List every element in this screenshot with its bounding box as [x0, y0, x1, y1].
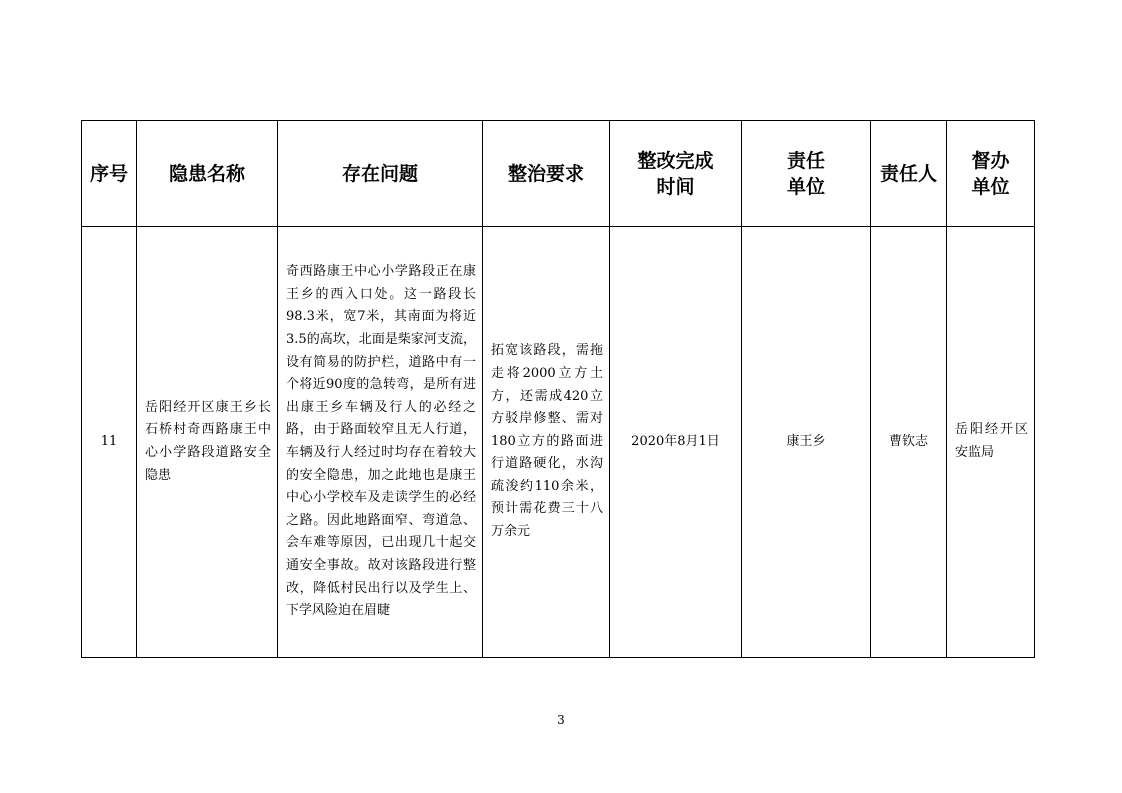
cell-problems: 奇西路康王中心小学路段正在康王乡的西入口处。这一路段长98.3米，宽7米，其南面为将近3.5的高坎，北面是柴家河支流，设有简易的防护栏，道路中有一个将近90度的急转弯，是所有进出康王乡车辆及行人的必经之路，由于路面较窄且无人行道，车辆及行人经过时均存在着较大的安全隐患，加之此地也是康王中心小学校车及走读学生的必经之路。因此地路面窄、弯道急、会车难等原因，已出现几十起交通安全事故。故对该路段进行整改，降低村民出行以及学生上、下学风险迫在眉睫 — [278, 227, 483, 658]
table-header — [82, 121, 1035, 227]
header-hazard-name-label: 隐患名称 — [168, 162, 245, 185]
page-number: 3 — [557, 713, 565, 727]
header-person-label: 责任人 — [879, 162, 937, 185]
cell-requirements: 拓宽该路段，需拖走将2000立方土方，还需成420立方驳岸修整、需对180立方的路面进行道路硬化，水沟疏浚约110余米，预计需花费三十八万余元 — [483, 227, 610, 658]
header-responsible-person — [871, 121, 947, 227]
header-responsible-unit — [742, 121, 871, 227]
hazard-rectification-table — [81, 120, 1035, 658]
header-deadline-label-line2: 时间 — [656, 175, 695, 198]
table-body — [82, 227, 1035, 658]
cell-responsible-person: 曹钦志 — [871, 227, 947, 658]
header-requirements — [483, 121, 610, 227]
header-supervising-unit — [947, 121, 1035, 227]
header-problems — [278, 121, 483, 227]
cell-hazard-name: 岳阳经开区康王乡长石桥村奇西路康王中心小学路段道路安全隐患 — [137, 227, 278, 658]
cell-supervising-unit: 岳阳经开区安监局 — [947, 227, 1035, 658]
header-index-label: 序号 — [89, 162, 128, 185]
table-row — [82, 227, 1035, 658]
header-row — [82, 121, 1035, 227]
header-supervisor-label-line1: 督办 — [971, 149, 1010, 172]
header-hazard-name — [137, 121, 278, 227]
header-unit-label-line2: 单位 — [786, 175, 825, 198]
header-problems-label: 存在问题 — [341, 162, 418, 185]
cell-deadline: 2020年8月1日 — [610, 227, 742, 658]
header-supervisor-label-line2: 单位 — [971, 175, 1010, 198]
header-deadline — [610, 121, 742, 227]
header-unit-label-line1: 责任 — [786, 149, 825, 172]
header-deadline-label-line1: 整改完成 — [637, 149, 714, 172]
cell-index: 11 — [82, 227, 137, 658]
cell-responsible-unit: 康王乡 — [742, 227, 871, 658]
header-index — [82, 121, 137, 227]
header-requirements-label: 整治要求 — [507, 162, 584, 185]
